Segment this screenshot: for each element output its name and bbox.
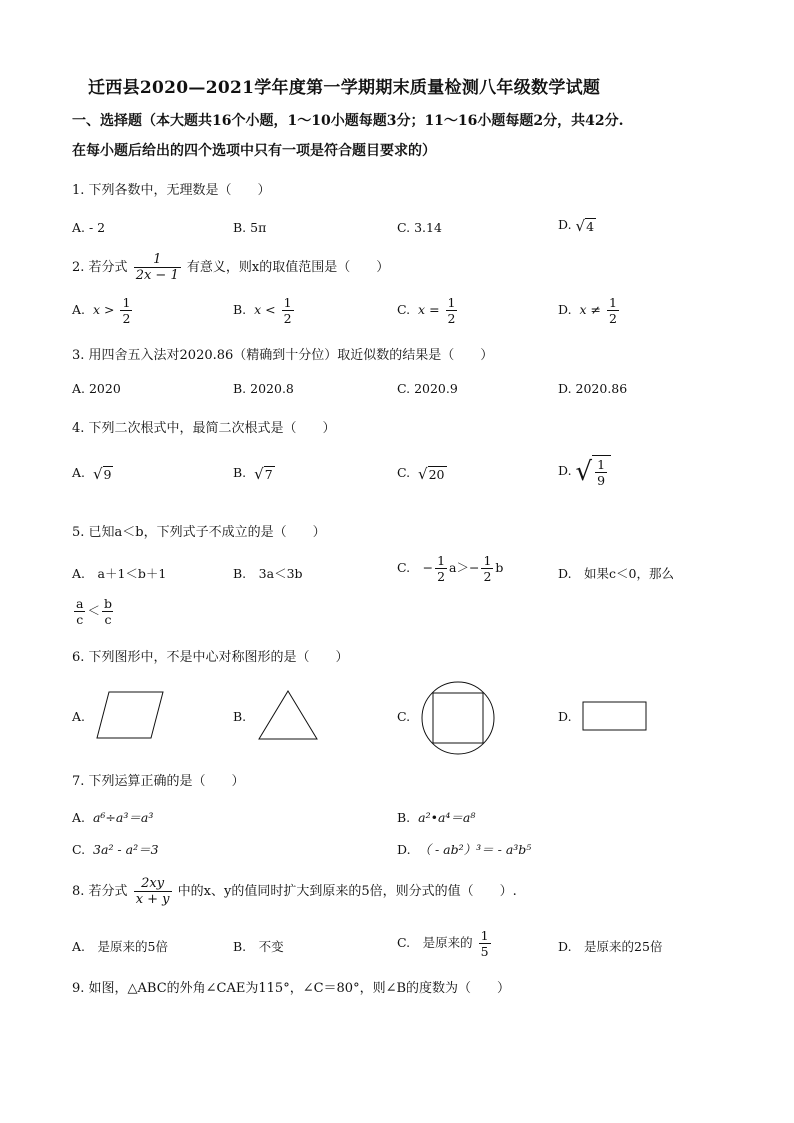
question-4-stem: 4. 下列二次根式中，最简二次根式是（ ） bbox=[72, 421, 336, 436]
sqrt-symbol: √ 20 bbox=[418, 464, 445, 483]
q6-option-a-label[interactable]: A. bbox=[72, 709, 86, 724]
q8-option-c[interactable] bbox=[397, 928, 493, 959]
expr-mid: a＞− bbox=[449, 560, 480, 575]
numerator: 1 bbox=[153, 252, 162, 267]
q1-option-b[interactable]: B. 5π bbox=[233, 220, 267, 235]
option-label: B. bbox=[397, 810, 411, 825]
option-label: B. bbox=[233, 465, 247, 480]
sqrt-symbol: √ 4 bbox=[575, 216, 595, 235]
fraction-b-over-c bbox=[102, 596, 114, 627]
page-title: 迁西县2020—2021学年度第一学期期末质量检测八年级数学试题 bbox=[88, 78, 601, 98]
q6-option-b-label[interactable]: B. bbox=[233, 709, 247, 724]
numerator: a bbox=[76, 596, 84, 611]
q7-option-c[interactable] bbox=[72, 840, 159, 858]
fraction-half bbox=[607, 295, 619, 326]
numerator: b bbox=[103, 596, 112, 611]
q1-d-label: D. bbox=[558, 217, 572, 232]
denominator: x + y bbox=[135, 892, 170, 907]
q4-option-c[interactable] bbox=[397, 465, 447, 482]
radicand: 4 bbox=[586, 218, 595, 234]
q6-option-c-label[interactable]: C. bbox=[397, 709, 411, 724]
numerator: 1 bbox=[122, 295, 131, 310]
option-label: A. bbox=[72, 302, 86, 317]
sqrt-symbol: √ $\frac{1}{9}$ bbox=[576, 455, 612, 488]
rectangle-figure[interactable] bbox=[582, 701, 648, 732]
numerator: 1 bbox=[437, 553, 446, 568]
denominator: c bbox=[104, 612, 112, 627]
denominator: 2 bbox=[609, 311, 617, 326]
radicand: 9 bbox=[103, 466, 112, 482]
fraction-half bbox=[481, 553, 493, 584]
question-3-stem: 3. 用四舍五入法对2020.86（精确到十分位）取近似数的结果是（ ） bbox=[72, 348, 494, 363]
denominator: 5 bbox=[480, 944, 489, 959]
denominator: 2 bbox=[122, 311, 131, 326]
expr-end: b bbox=[495, 560, 504, 575]
question-7-stem: 7. 下列运算正确的是（ ） bbox=[72, 774, 245, 789]
relation: x = bbox=[418, 302, 440, 317]
option-label: C. 是原来的 bbox=[397, 935, 473, 950]
question-6-stem: 6. 下列图形中，不是中心对称图形的是（ ） bbox=[72, 650, 349, 665]
q3-option-a[interactable]: A. 2020 bbox=[72, 381, 121, 396]
q4-option-a[interactable] bbox=[72, 465, 113, 482]
numerator: 1 bbox=[447, 295, 456, 310]
question-8-stem bbox=[72, 876, 517, 907]
denominator: 2 bbox=[447, 311, 456, 326]
q3-option-b[interactable]: B. 2020.8 bbox=[233, 381, 294, 396]
q8-stem-pre: 8. 若分式 bbox=[72, 884, 128, 899]
radicand-fraction bbox=[595, 457, 607, 488]
denominator: 2 bbox=[437, 569, 446, 584]
q4-option-b[interactable] bbox=[233, 465, 275, 482]
section-header-line2: 在每小题后给出的四个选项中只有一项是符合题目要求的） bbox=[72, 143, 436, 159]
expression: 3a² - a²＝3 bbox=[93, 842, 159, 857]
denominator: c bbox=[76, 612, 84, 627]
radicand: 20 bbox=[428, 466, 445, 482]
fraction-half bbox=[446, 295, 458, 326]
q1-option-d[interactable] bbox=[558, 217, 596, 234]
q2-option-b[interactable] bbox=[233, 295, 296, 326]
q3-option-d[interactable]: D. 2020.86 bbox=[558, 381, 628, 396]
option-label: C. bbox=[397, 302, 411, 317]
fraction-half bbox=[282, 295, 294, 326]
q8-stem-post: 中的x、y的值同时扩大到原来的5倍，则分式的值（ ）. bbox=[177, 884, 517, 899]
numerator: 1 bbox=[597, 457, 606, 472]
option-label: C. bbox=[72, 842, 86, 857]
numerator: 1 bbox=[283, 295, 292, 310]
expression: （ - ab²）³＝ - a³b⁵ bbox=[418, 842, 532, 857]
q2-stem-post: 有意义，则x的取值范围是（ ） bbox=[186, 260, 390, 275]
option-label: D. bbox=[558, 463, 572, 478]
q7-option-d[interactable] bbox=[397, 840, 531, 858]
relation: x > bbox=[92, 302, 115, 317]
q2-option-c[interactable] bbox=[397, 295, 459, 326]
q1-option-c[interactable]: C. 3.14 bbox=[397, 220, 442, 235]
q2-fraction bbox=[134, 252, 181, 283]
option-label: A. bbox=[72, 465, 86, 480]
q5-option-d-continued bbox=[72, 596, 116, 627]
section-header-line1: 一、选择题（本大题共16个小题，1～10小题每题3分；11～16小题每题2分，共42分. bbox=[72, 113, 624, 129]
sqrt-symbol: √ 9 bbox=[92, 464, 112, 483]
sqrt-symbol: √ 7 bbox=[254, 464, 273, 483]
question-5-stem: 5. 已知a＜b，下列式子不成立的是（ ） bbox=[72, 525, 326, 540]
q5-option-a[interactable]: A. a＋1＜b＋1 bbox=[72, 566, 167, 581]
question-2-stem bbox=[72, 252, 389, 283]
q2-option-d[interactable] bbox=[558, 295, 621, 326]
q8-option-b[interactable]: B. 不变 bbox=[233, 939, 284, 954]
fraction-one-fifth bbox=[479, 928, 491, 959]
option-label: C. bbox=[397, 465, 411, 480]
q8-option-a[interactable]: A. 是原来的5倍 bbox=[72, 939, 168, 954]
q8-fraction bbox=[134, 876, 172, 907]
denominator: 2 bbox=[483, 569, 492, 584]
option-label: C. − bbox=[397, 560, 434, 575]
numerator: 1 bbox=[609, 295, 617, 310]
denominator: 2 bbox=[283, 311, 292, 326]
question-1-stem: 1. 下列各数中，无理数是（ ） bbox=[72, 183, 271, 198]
q7-option-a[interactable] bbox=[72, 808, 153, 826]
q5-option-c[interactable] bbox=[397, 553, 503, 584]
fraction-a-over-c bbox=[74, 596, 85, 627]
q5-option-d[interactable]: D. 如果c＜0，那么 bbox=[558, 566, 675, 581]
relation: x ≠ bbox=[579, 302, 602, 317]
q2-option-a[interactable] bbox=[72, 295, 134, 326]
denominator: 9 bbox=[597, 473, 606, 488]
parallelogram-figure[interactable] bbox=[95, 690, 165, 740]
q1-option-a[interactable]: A. - 2 bbox=[72, 220, 106, 235]
numerator: 1 bbox=[483, 553, 492, 568]
numerator: 2xy bbox=[141, 876, 165, 891]
q7-option-b[interactable] bbox=[397, 808, 475, 826]
q4-option-d[interactable] bbox=[558, 455, 611, 488]
q8-option-d[interactable]: D. 是原来的25倍 bbox=[558, 939, 663, 954]
option-label: D. bbox=[397, 842, 411, 857]
denominator: 2x − 1 bbox=[135, 268, 179, 283]
option-label: D. bbox=[558, 302, 572, 317]
q5-option-b[interactable]: B. 3a＜3b bbox=[233, 566, 303, 581]
fraction-half bbox=[120, 295, 132, 326]
expression: a⁶÷a³＝a³ bbox=[92, 810, 154, 825]
option-label: B. bbox=[233, 302, 247, 317]
expression: a²•a⁴＝a⁸ bbox=[418, 810, 476, 825]
fraction-half bbox=[435, 553, 447, 584]
circle-with-square-figure[interactable] bbox=[420, 680, 496, 756]
option-label: A. bbox=[72, 810, 86, 825]
q3-option-c[interactable]: C. 2020.9 bbox=[397, 381, 458, 396]
triangle-figure[interactable] bbox=[256, 688, 320, 742]
numerator: 1 bbox=[480, 928, 489, 943]
relation: ＜ bbox=[87, 603, 100, 618]
q6-option-d-label[interactable]: D. bbox=[558, 709, 572, 724]
radicand: 7 bbox=[264, 466, 273, 482]
q2-stem-pre: 2. 若分式 bbox=[72, 260, 128, 275]
relation: x < bbox=[254, 302, 276, 317]
question-9-stem: 9. 如图，△ABC的外角∠CAE为115°，∠C＝80°，则∠B的度数为（ ） bbox=[72, 981, 511, 996]
